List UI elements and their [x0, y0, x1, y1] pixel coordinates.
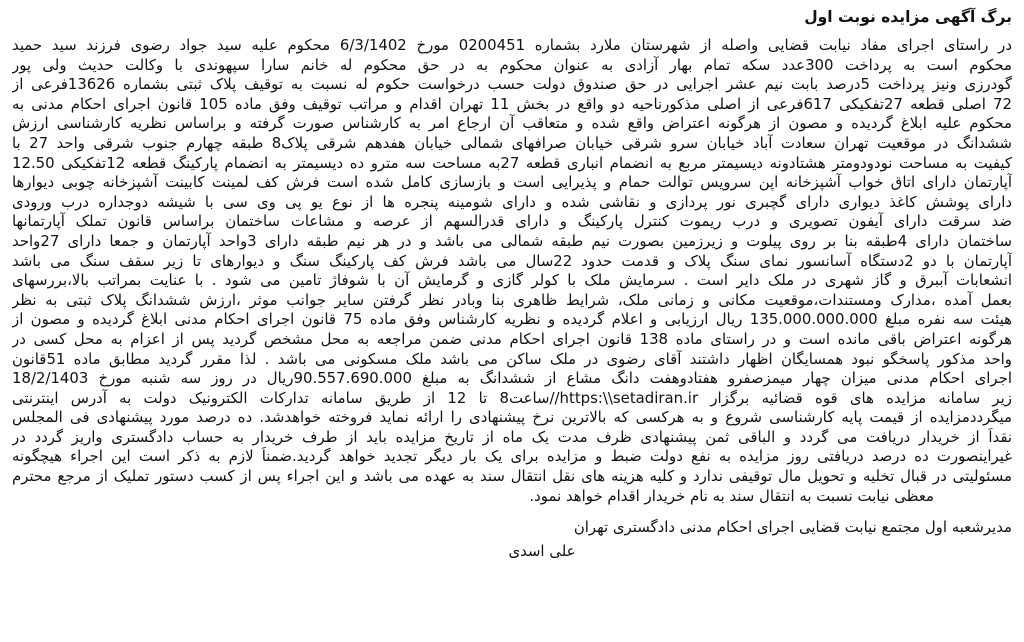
notice-body-line: انشعابات آببرق و گاز شهری در ملک دایر است . سرمایش ملک با کولر گازی و گرمایش آن با شوفاژ تامین می شود . با عنایت بمراتب بالا،بررسهای: [12, 271, 1012, 290]
notice-body-line: هرگونه اعتراض باقی مانده است و در راستای ماده 138 قانون اجرای احکام مدنی ضمن مراجعه به محل مشخص گردید پس از اعزام به محل کسی در: [12, 329, 1012, 348]
notice-body-line: محکوم علیه ابلاغ گردیده و مصون از هرگونه اعتراض واقع شده و متعاقب آن ارجاع امر به کارشناس صورت گرفته و براساس نظریه کارشناسی ارزش: [12, 114, 1012, 133]
notice-title: برگ آگهی مزایده نوبت اول: [804, 8, 1012, 26]
notice-body: [8, 36, 1016, 506]
notice-body-line: ساختمان دارای 4طبقه بنا بر روی پیلوت و زیرزمین بصورت نیم طبقه شمالی می باشد و در هر نیم طبقه دارای 3واحد آپارتمان و جمعا دارای 27واحد: [12, 231, 1012, 250]
notice-body-line: آپارتمان دارای اتاق خواب آشپزخانه اپن سرویس توالت حمام و پذیرایی است و بازسازی کامل شده است فرش کف لمینت کابینت آشپزخانه چوبی دیوارها: [12, 173, 1012, 192]
notice-body-line: آپارتمان با دو 2دستگاه آسانسور نمای سنگ پلاک و قدمت حدود 22سال می باشد فرش کف پارکینگ سنگ و دیوارهای تا زیر سقف سنگ می باشد: [12, 251, 1012, 270]
notice-body-line: ضد سرقت دارای آیفون تصویری و درب ریموت کنترل پارکینگ و دارای قدرالسهم از عرصه و مشاعات ساختمان براساس قانون تملک آپارتمانها: [12, 212, 1012, 231]
notice-body-line: 72 اصلی قطعه 27تفکیکی 617فرعی از اصلی مذکورناحیه دو واقع در بخش 11 تهران اقدام و مراتب توقیف وفق ماده 105 قانون اجرای احکام مدنی به: [12, 94, 1012, 113]
notice-body-line: گودرزی ونیز پرداخت 5درصد بابت نیم عشر اجرایی در حق صندوق دولت حسب درخواست حکوم له نسبت به توقیف پلاک ثبتی بشماره 13626فرعی از: [12, 75, 1012, 94]
notice-body-line: ششدانگ در موقعیت تهران سعادت آباد خیابان سرو شرقی خیابان صرافهای شمالی خیابان هفدهم شرقی پلاک8 طبقه چهارم جنوب شرقی واحد 27 با: [12, 133, 1012, 152]
notice-body-line: واحد مذکور پاسخگو نبود همسایگان اظهار داشتند آقای رضوی در ملک ساکن می باشد ملک مسکونی می باشد . لذا مقرر گردید مطابق ماده 51قانون: [12, 349, 1012, 368]
notice-body-line: بعمل آمده ،مدارک ومستندات،موقعیت مکانی و زمانی ملک، شرایط ظاهری بنا وبادر نظر گرفتن سایر جوانب موثر ،ارزش ششدانگ پلاک ثبتی به نظر: [12, 290, 1012, 309]
signature-name: علی اسدی: [508, 541, 576, 560]
signature-title: مدیرشعبه اول مجتمع نیابت قضایی اجرای احکام مدنی دادگستری تهران: [573, 518, 1012, 537]
notice-body-line: در راستای اجرای مفاد نیابت قضایی واصله از شهرستان ملارد بشماره 0200451 مورخ 6/3/1402 محکوم علیه سید جواد رضوی فرزند سید حمید: [12, 36, 1012, 54]
notice-body-line: غیراینصورت ده درصد دریافتی روز مزایده به نفع دولت ضبط و مزایده برای یک بار دیگر تجدید خواهد گردید.ضمناً لازم به ذکر است این اجراء هیچگونه: [12, 447, 1012, 466]
notice-body-line: دارای پوشش کاغذ دیواری دارای گچبری نور پردازی و نقاشی شده و دارای شومینه پنجره ها از نوع یو پی وی سی با شیشه دوجداره درب ورودی: [12, 192, 1012, 211]
notice-body-line: مسئولیتی در قبال تخلیه و تحویل مال توقیفی ندارد و کلیه هزینه های نقل انتقال سند به عهده می باشد و این اجراء پس از کسب دستور تملیک از مرجع محترم: [12, 467, 1012, 486]
notice-body-line: میگرددمزایده از قیمت پایه کارشناسی شروع و به هرکسی که بالاترین نرخ پیشنهادی را ارائه نماید فروخته خواهدشد. ده درصد مورد پیشنهادی فی المجلس: [12, 408, 1012, 427]
notice-body-line: زیر سامانه مزایده های قوه قضائیه برگزار https:\\setadiran.ir//ساعت8 تا 12 از طریق سامانه تدارکات الکترونیک دولت به آدرس اینترنتی: [12, 388, 1012, 407]
notice-body-line: محکوم است به پرداخت 300عدد سکه تمام بهار آزادی به عنوان محکوم به در حق محکوم له خانم سارا سپهوندی با وکالت حدیث ولی پور: [12, 55, 1012, 74]
notice-body-line: کیفیت به مساحت نودودومتر هشتادونه دیسیمتر مربع به انضمام انباری قطعه 27به مساحت سه مترو ده دیسیمتر به انضمام پارکینگ قطعه 12تفکیکی 12.50: [12, 153, 1012, 172]
notice-body-line: اجرای احکام مدنی میزان چهار میمزصفرو هفتادوهفت دانگ مشاع از ششدانگ به مبلغ 90.557.690.000ریال در روز سه شنبه مورخ 18/2/1403: [12, 369, 1012, 388]
notice-body-line: نقداً از خریدار دریافت می گردد و الباقی ثمن پیشنهادی ظرف مدت یک ماه از تاریخ مزایده باید از طرف خریدار به حساب دادگستری واریز گردد در: [12, 427, 1012, 446]
notice-body-closing-line: معظی نیابت نسبت به انتقال سند به نام خریدار اقدام خواهد نمود.: [529, 486, 934, 505]
notice-body-line: هیئت سه نفره مبلغ 135.000.000.000 ریال ارزیابی و اعلام گردیده و نظریه کارشناس وفق ماده 75 قانون اجرای احکام مدنی ابلاغ گردیده و مصون از: [12, 310, 1012, 329]
